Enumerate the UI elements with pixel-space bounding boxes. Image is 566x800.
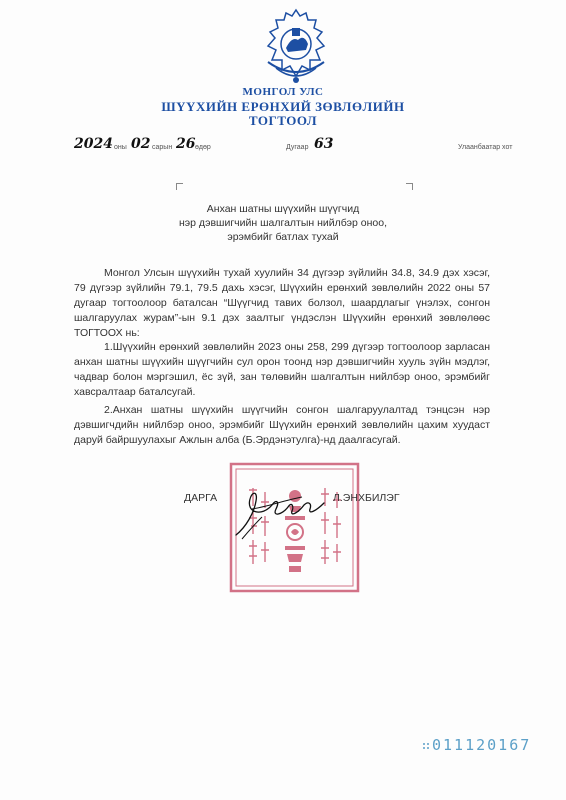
date-month: 02 xyxy=(131,136,151,152)
document-type: ТОГТООЛ xyxy=(248,113,318,128)
subject-line3: эрэмбийг батлах тухай xyxy=(227,231,339,243)
date-day: 26 xyxy=(176,136,196,152)
handwritten-signature xyxy=(232,487,328,541)
resolution-item-2: 2.Анхан шатны шүүхийн шүүгчийн сонгон шалгаруулалтад тэнцсэн нэр дэвшигчдийн нийлбэр оноо, эрэмбийг Шүүхийн ерөнхий зөвлөлийн цахим хуудаст даруй байршуулахыг Ажлын алба (Б.Эрдэнэтулга)-нд даалгасугай. xyxy=(74,404,490,446)
date-day-label: өдөр xyxy=(195,144,211,151)
date-year: 2024 xyxy=(74,136,113,152)
subject-line1: Анхан шатны шүүхийн шүүгчид xyxy=(206,203,360,215)
date-line xyxy=(0,138,566,158)
signatory-name: Л.ЭНХБИЛЭГ xyxy=(333,492,400,504)
subject-bracket-right xyxy=(406,183,413,190)
state-emblem-icon xyxy=(262,8,330,86)
date-year-label: оны xyxy=(114,144,127,151)
serial-marker-icon xyxy=(422,742,430,750)
serial-number: 011120167 xyxy=(432,736,532,754)
number-label: Дугаар xyxy=(286,144,309,151)
signatory-title: ДАРГА xyxy=(184,492,218,504)
place-label: Улаанбаатар хот xyxy=(458,144,513,151)
org-name-line1: МОНГОЛ УЛС xyxy=(242,86,324,98)
org-name-line2: ШҮҮХИЙН ЕРӨНХИЙ ЗӨВЛӨЛИЙН xyxy=(161,99,405,114)
resolution-item-1: 1.Шүүхийн ерөнхий зөвлөлийн 2023 оны 258, 299 дүгээр тогтоолоор зарласан анхан шатны шүүхийн шүүгчийн сул орон тоонд нэр дэвшигчийн хууль зүйн мэдлэг, чадвар болон мэргэшил, ёс зүй, зан төлөвийн шалгалтын нийлбэр оноо, эрэмбийг хавсралтаар баталсугай. xyxy=(74,341,490,398)
subject-heading xyxy=(0,202,566,244)
preamble-paragraph: Монгол Улсын шүүхийн тухай хуулийн 34 дүгээр зүйлийн 34.8, 34.9 дэх хэсэг, 79 дүгээр зүйлийн 79.1, 79.5 дахь хэсэг, Шүүхийн ерөнхий зөвлөлийн 2022 оны 57 дугаар тогтоолоор баталсан “Шүүгчид тавих болзол, шаардлагыг үнэлэх, сонгон шалгаруулах журам”-ын 9.1 дэх заалтыг үндэслэн Шүүхийн ерөнхий зөвлөлөөс ТОГТООХ нь: xyxy=(74,267,490,339)
decree-number: 63 xyxy=(314,136,334,152)
subject-bracket-left xyxy=(176,183,183,190)
date-month-label: сарын xyxy=(152,144,173,151)
subject-line2: нэр дэвшигчийн шалгалтын нийлбэр оноо, xyxy=(178,217,388,229)
